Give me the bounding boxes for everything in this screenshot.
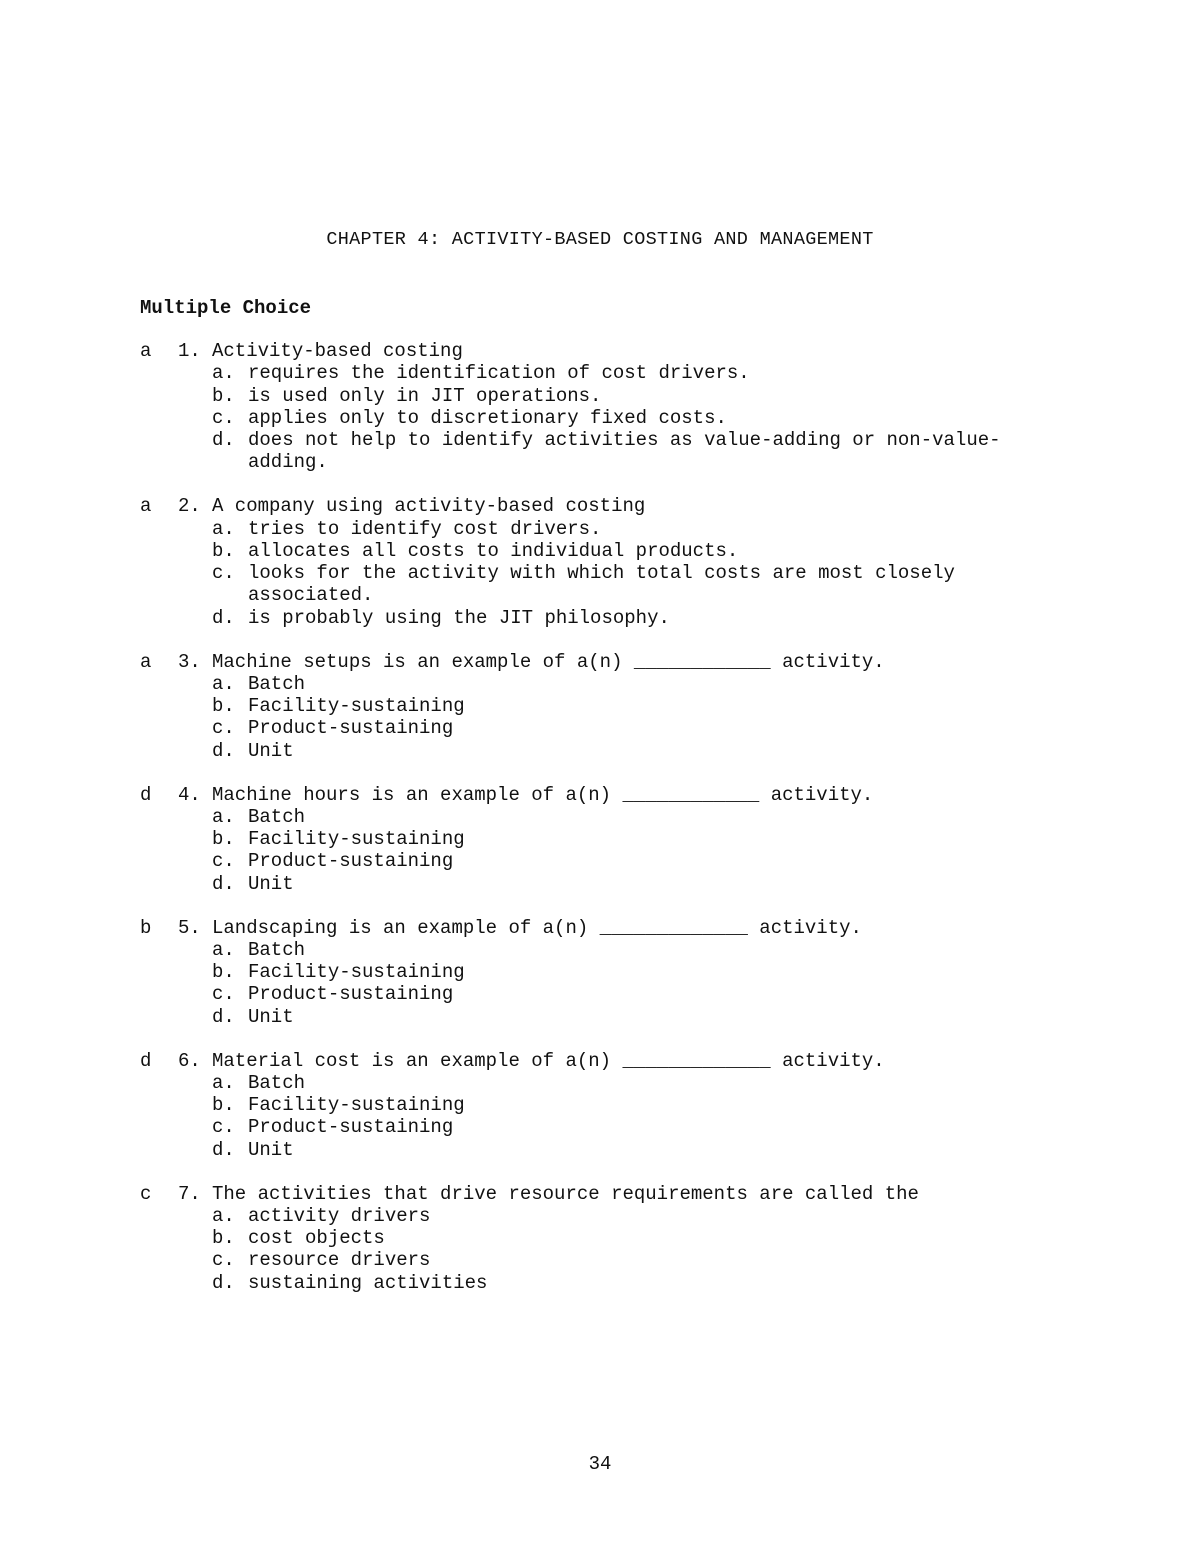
answer-option xyxy=(140,983,1080,1005)
option-letter: d. xyxy=(212,872,235,895)
option-letter: b. xyxy=(212,539,235,562)
answer-key: a xyxy=(140,495,152,518)
option-text: Product-sustaining xyxy=(248,850,454,873)
question-item xyxy=(140,651,1080,762)
answer-option xyxy=(140,518,1080,540)
option-letter: c. xyxy=(212,717,235,740)
answer-key: a xyxy=(140,650,152,673)
option-letter: b. xyxy=(212,1094,235,1117)
answer-option xyxy=(140,740,1080,762)
question-item xyxy=(140,1050,1080,1161)
option-letter: c. xyxy=(212,983,235,1006)
option-text: sustaining activities xyxy=(248,1271,488,1294)
answer-option xyxy=(140,1072,1080,1094)
option-text: Batch xyxy=(248,1071,306,1094)
option-text: applies only to discretionary fixed costs. xyxy=(248,406,727,429)
question-stem: A company using activity-based costing xyxy=(212,495,646,518)
answer-key: d xyxy=(140,783,152,806)
option-letter: a. xyxy=(212,1204,235,1227)
answer-option xyxy=(140,1272,1080,1294)
option-list xyxy=(140,806,1080,895)
option-text: looks for the activity with which total costs are most closely associated. xyxy=(248,562,955,607)
question-number: 2. xyxy=(178,495,201,518)
option-list xyxy=(140,1072,1080,1161)
option-text: Facility-sustaining xyxy=(248,961,465,984)
answer-option xyxy=(140,1227,1080,1249)
question-stem: Material cost is an example of a(n) _____________ activity. xyxy=(212,1049,885,1072)
page-number: 34 xyxy=(588,1453,612,1475)
option-text: Batch xyxy=(248,938,306,961)
option-text: is probably using the JIT philosophy. xyxy=(248,606,670,629)
answer-option xyxy=(140,607,1080,629)
option-text: Facility-sustaining xyxy=(248,695,465,718)
answer-key: b xyxy=(140,916,152,939)
answer-option xyxy=(140,1205,1080,1227)
answer-option xyxy=(140,407,1080,429)
option-letter: b. xyxy=(212,695,235,718)
answer-option xyxy=(140,939,1080,961)
option-text: Unit xyxy=(248,1138,294,1161)
option-letter: a. xyxy=(212,1071,235,1094)
answer-key: c xyxy=(140,1182,152,1205)
option-text: Unit xyxy=(248,739,294,762)
question-list xyxy=(140,340,1080,1315)
answer-option xyxy=(140,429,1080,474)
option-letter: b. xyxy=(212,961,235,984)
option-text: Facility-sustaining xyxy=(248,1094,465,1117)
option-text: Batch xyxy=(248,672,306,695)
option-letter: d. xyxy=(212,1005,235,1028)
answer-option xyxy=(140,828,1080,850)
option-list xyxy=(140,673,1080,762)
option-letter: d. xyxy=(212,606,235,629)
option-text: Product-sustaining xyxy=(248,983,454,1006)
option-text: Product-sustaining xyxy=(248,1116,454,1139)
option-text: Unit xyxy=(248,872,294,895)
question-stem: Landscaping is an example of a(n) _____________ activity. xyxy=(212,916,862,939)
option-letter: a. xyxy=(212,362,235,385)
option-letter: a. xyxy=(212,938,235,961)
question-row xyxy=(140,784,1080,806)
option-text: Product-sustaining xyxy=(248,717,454,740)
question-number: 1. xyxy=(178,340,201,362)
option-text: Unit xyxy=(248,1005,294,1028)
question-item xyxy=(140,340,1080,474)
option-letter: d. xyxy=(212,429,235,452)
answer-key: d xyxy=(140,1049,152,1072)
option-text: resource drivers xyxy=(248,1249,431,1272)
option-letter: d. xyxy=(212,1138,235,1161)
question-number: 5. xyxy=(178,916,201,939)
question-stem: Machine hours is an example of a(n) ____________ activity. xyxy=(212,783,874,806)
answer-option xyxy=(140,1249,1080,1271)
question-stem: Machine setups is an example of a(n) ____________ activity. xyxy=(212,650,885,673)
answer-option xyxy=(140,673,1080,695)
answer-option xyxy=(140,806,1080,828)
question-row xyxy=(140,495,1080,517)
question-number: 4. xyxy=(178,783,201,806)
question-item xyxy=(140,495,1080,629)
answer-option xyxy=(140,540,1080,562)
option-text: requires the identification of cost drivers. xyxy=(248,362,750,385)
answer-option xyxy=(140,695,1080,717)
question-row xyxy=(140,1183,1080,1205)
answer-key: a xyxy=(140,340,152,362)
answer-option xyxy=(140,1139,1080,1161)
option-list xyxy=(140,939,1080,1028)
answer-option xyxy=(140,850,1080,872)
option-letter: d. xyxy=(212,1271,235,1294)
option-letter: c. xyxy=(212,1249,235,1272)
question-item xyxy=(140,1183,1080,1294)
option-text: Batch xyxy=(248,805,306,828)
option-list xyxy=(140,362,1080,473)
question-stem: The activities that drive resource requirements are called the xyxy=(212,1182,919,1205)
question-stem: Activity-based costing xyxy=(212,340,463,362)
answer-option xyxy=(140,873,1080,895)
answer-option xyxy=(140,961,1080,983)
answer-option xyxy=(140,1094,1080,1116)
option-letter: c. xyxy=(212,406,235,429)
option-letter: c. xyxy=(212,1116,235,1139)
option-text: Facility-sustaining xyxy=(248,828,465,851)
option-letter: c. xyxy=(212,562,235,585)
question-row xyxy=(140,651,1080,673)
question-row xyxy=(140,340,1080,362)
question-number: 7. xyxy=(178,1182,201,1205)
option-letter: a. xyxy=(212,517,235,540)
option-letter: b. xyxy=(212,1227,235,1250)
chapter-title: CHAPTER 4: ACTIVITY-BASED COSTING AND MANAGEMENT xyxy=(326,229,874,250)
option-text: allocates all costs to individual products. xyxy=(248,539,739,562)
option-list xyxy=(140,1205,1080,1294)
question-row xyxy=(140,1050,1080,1072)
option-text: tries to identify cost drivers. xyxy=(248,517,602,540)
answer-option xyxy=(140,385,1080,407)
option-letter: a. xyxy=(212,672,235,695)
answer-option xyxy=(140,362,1080,384)
section-heading: Multiple Choice xyxy=(140,297,312,319)
option-letter: a. xyxy=(212,805,235,828)
question-row xyxy=(140,917,1080,939)
option-list xyxy=(140,518,1080,629)
option-letter: c. xyxy=(212,850,235,873)
answer-option xyxy=(140,1006,1080,1028)
option-letter: b. xyxy=(212,384,235,407)
answer-option xyxy=(140,1116,1080,1138)
option-text: is used only in JIT operations. xyxy=(248,384,602,407)
answer-option xyxy=(140,562,1080,607)
question-number: 3. xyxy=(178,650,201,673)
question-item xyxy=(140,917,1080,1028)
question-number: 6. xyxy=(178,1049,201,1072)
option-text: cost objects xyxy=(248,1227,385,1250)
question-item xyxy=(140,784,1080,895)
option-letter: d. xyxy=(212,739,235,762)
option-text: does not help to identify activities as value-adding or non-value-adding. xyxy=(248,429,1001,474)
answer-option xyxy=(140,717,1080,739)
option-text: activity drivers xyxy=(248,1204,431,1227)
option-letter: b. xyxy=(212,828,235,851)
